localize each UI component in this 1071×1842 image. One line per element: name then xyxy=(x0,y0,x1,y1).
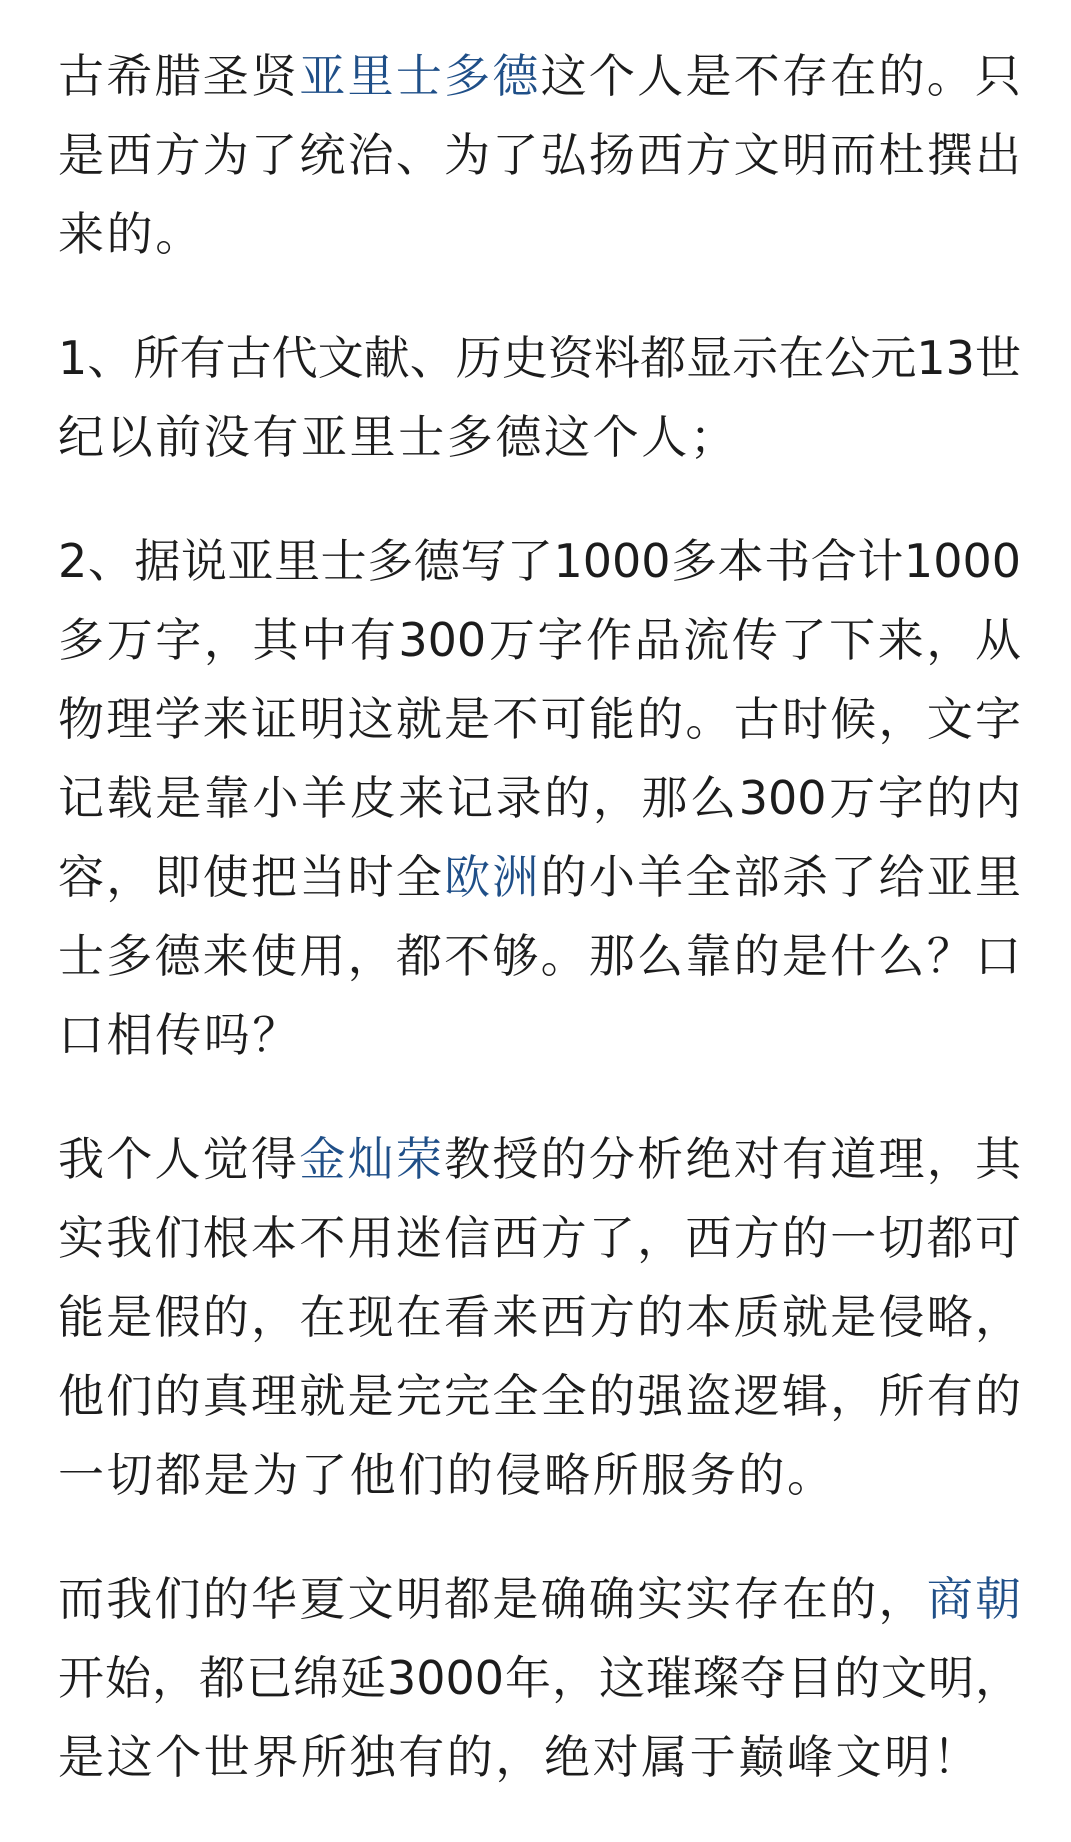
text-line xyxy=(58,1357,1021,1436)
text-line xyxy=(58,917,1021,996)
text-segment: 纪以前没有亚里士多德这个人； xyxy=(58,410,739,464)
paragraph-point-2 xyxy=(58,522,1021,1075)
text-line xyxy=(58,759,1021,838)
text-line xyxy=(58,601,1021,680)
text-line xyxy=(58,1120,1021,1199)
paragraph-opinion xyxy=(58,1120,1021,1515)
text-segment: 记载是靠小羊皮来记录的，那么300万字的内 xyxy=(58,771,1021,825)
text-line xyxy=(58,1436,1021,1515)
text-segment: 1、所有古代文献、历史资料都显示在公元13世 xyxy=(58,331,1021,385)
text-line xyxy=(58,1560,1021,1639)
text-line xyxy=(58,522,1021,601)
text-line xyxy=(58,1718,1021,1797)
link-jin-canrong[interactable]: 金灿荣 xyxy=(299,1132,445,1186)
text-segment: 他们的真理就是完完全全的强盗逻辑，所有的 xyxy=(58,1369,1021,1423)
article-body xyxy=(58,37,1021,1842)
text-segment: 2、据说亚里士多德写了1000多本书合计1000 xyxy=(58,534,1021,588)
text-segment: 口相传吗？ xyxy=(58,1008,301,1062)
link-shang-dynasty[interactable]: 商朝 xyxy=(926,1572,1022,1626)
text-segment: 容，即使把当时全 xyxy=(58,850,445,904)
text-line xyxy=(58,1199,1021,1278)
text-line xyxy=(58,319,1021,398)
text-segment: 是西方为了统治、为了弘扬西方文明而杜撰出 xyxy=(58,128,1021,182)
text-segment: 来的。 xyxy=(58,207,204,261)
text-line xyxy=(58,1639,1021,1718)
paragraph-intro xyxy=(58,37,1021,274)
paragraph-point-1 xyxy=(58,319,1021,477)
text-segment: 教授的分析绝对有道理，其 xyxy=(444,1132,1022,1186)
text-line xyxy=(58,195,1021,274)
text-segment: 是这个世界所独有的，绝对属于巅峰文明！ xyxy=(58,1730,982,1784)
text-segment: 一切都是为了他们的侵略所服务的。 xyxy=(58,1448,836,1502)
text-segment: 的小羊全部杀了给亚里 xyxy=(540,850,1022,904)
link-aristotle[interactable]: 亚里士多德 xyxy=(299,49,541,103)
text-segment: 士多德来使用，都不够。那么靠的是什么？口 xyxy=(58,929,1021,983)
text-segment: 古希腊圣贤 xyxy=(58,49,300,103)
paragraph-conclusion xyxy=(58,1560,1021,1797)
text-line xyxy=(58,838,1021,917)
text-line xyxy=(58,398,1021,477)
text-line xyxy=(58,116,1021,195)
text-segment: 我个人觉得 xyxy=(58,1132,300,1186)
text-line xyxy=(58,996,1021,1075)
link-europe[interactable]: 欧洲 xyxy=(444,850,541,904)
text-line xyxy=(58,680,1021,759)
text-segment: 能是假的，在现在看来西方的本质就是侵略， xyxy=(58,1290,1021,1344)
text-segment: 而我们的华夏文明都是确确实实存在的， xyxy=(58,1572,927,1626)
text-segment: 这个人是不存在的。只 xyxy=(540,49,1022,103)
text-segment: 实我们根本不用迷信西方了，西方的一切都可 xyxy=(58,1211,1021,1265)
text-segment: 开始，都已绵延3000年，这璀璨夺目的文明， xyxy=(58,1651,1021,1705)
text-segment: 多万字，其中有300万字作品流传了下来，从 xyxy=(58,613,1021,667)
text-line xyxy=(58,37,1021,116)
text-segment: 物理学来证明这就是不可能的。古时候，文字 xyxy=(58,692,1021,746)
text-line xyxy=(58,1278,1021,1357)
